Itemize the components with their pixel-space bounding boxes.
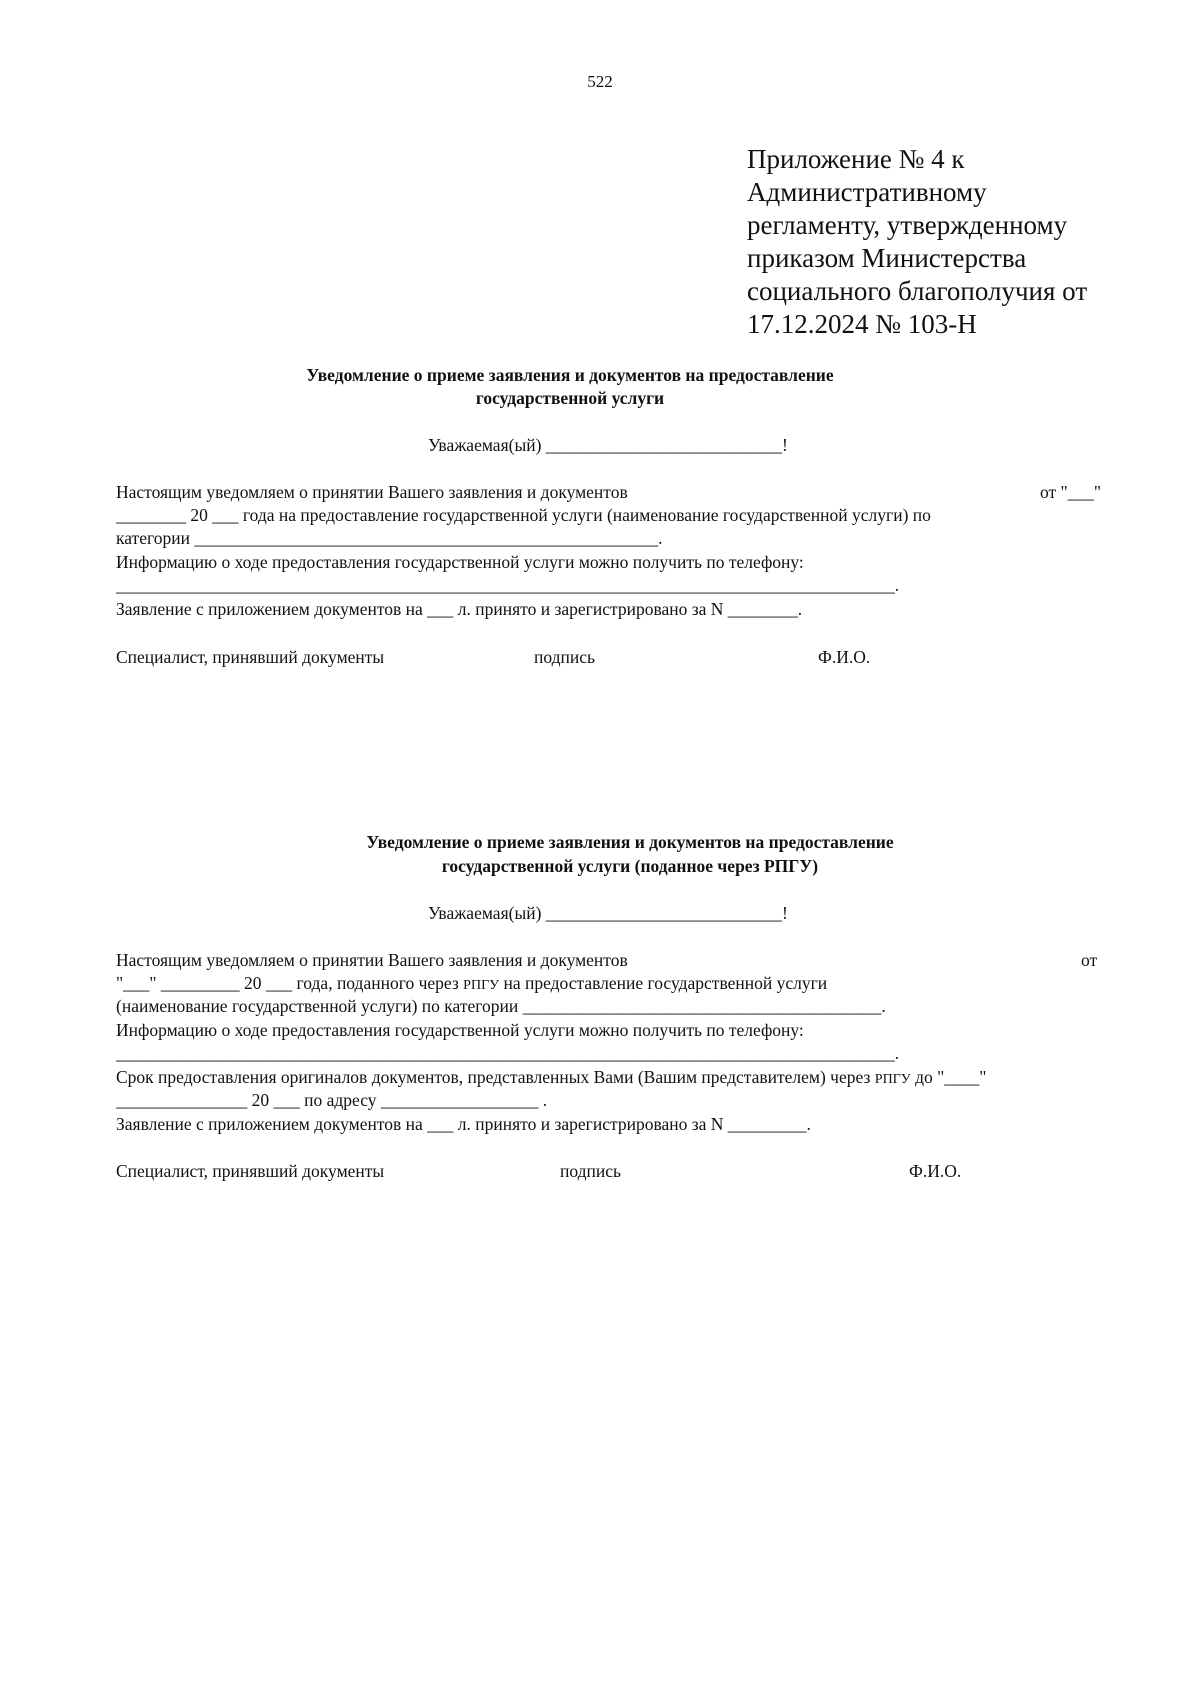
form1-line3: категории _____________________________________________________. bbox=[116, 528, 663, 548]
appendix-header bbox=[747, 143, 1087, 341]
appendix-line: социального благополучия от bbox=[747, 276, 1088, 306]
form1-sign-signature: подпись bbox=[534, 647, 595, 667]
form1-line1-left: Настоящим уведомляем о принятии Вашего заявления и документов bbox=[116, 482, 628, 502]
form2-line6-a: Срок предоставления оригиналов документов, представленных Вами (Вашим представителем) через bbox=[116, 1067, 875, 1087]
form2-line1-left: Настоящим уведомляем о принятии Вашего заявления и документов bbox=[116, 950, 628, 970]
form1-line5: _________________________________________________________________________________________. bbox=[116, 575, 900, 595]
form2-line6-rpgu: РПГУ bbox=[874, 1072, 911, 1087]
appendix-line: 17.12.2024 № 103-Н bbox=[747, 309, 977, 339]
appendix-line: Приложение № 4 к bbox=[747, 144, 965, 174]
form2-sign-specialist: Специалист, принявший документы bbox=[116, 1161, 385, 1181]
form2-line8: Заявление с приложением документов на ___ л. принято и зарегистрировано за N _________. bbox=[116, 1114, 811, 1134]
form1-line4: Информацию о ходе предоставления государственной услуги можно получить по телефону: bbox=[116, 552, 804, 572]
form2-sign-name: Ф.И.О. bbox=[909, 1161, 962, 1181]
form2-line6-b: до "____" bbox=[910, 1067, 987, 1087]
form2-line7: _______________ 20 ___ по адресу __________________ . bbox=[116, 1090, 548, 1110]
form1-title-line2: государственной услуги bbox=[475, 388, 665, 408]
appendix-line: приказом Министерства bbox=[747, 243, 1027, 273]
form2-line2 bbox=[116, 972, 827, 997]
form2-title-line1: Уведомление о приеме заявления и документов на предоставление bbox=[366, 832, 894, 852]
form2-line2-b: на предоставление государственной услуги bbox=[499, 973, 828, 993]
form1-title-line1: Уведомление о приеме заявления и документов на предоставление bbox=[306, 365, 834, 385]
form1-sign-specialist: Специалист, принявший документы bbox=[116, 647, 385, 667]
form2-greeting: Уважаемая(ый) ___________________________! bbox=[428, 903, 788, 923]
form1-line2: ________ 20 ___ года на предоставление государственной услуги (наименование государственной услуги) по bbox=[116, 505, 931, 525]
form2-line4: Информацию о ходе предоставления государственной услуги можно получить по телефону: bbox=[116, 1020, 804, 1040]
appendix-line: Административному bbox=[747, 177, 987, 207]
form2-line6 bbox=[116, 1066, 986, 1091]
form1-line6: Заявление с приложением документов на ___ л. принято и зарегистрировано за N ________. bbox=[116, 599, 803, 619]
form2-sign-signature: подпись bbox=[560, 1161, 621, 1181]
form1-sign-name: Ф.И.О. bbox=[818, 647, 871, 667]
page-number: 522 bbox=[587, 72, 613, 91]
form2-line2-a: "___" _________ 20 ___ года, поданного через bbox=[116, 973, 464, 993]
form2-line3: (наименование государственной услуги) по категории _________________________________________. bbox=[116, 996, 886, 1016]
appendix-line: регламенту, утвержденному bbox=[747, 210, 1068, 240]
form1-greeting: Уважаемая(ый) ___________________________! bbox=[428, 435, 788, 455]
form2-line1-right: от bbox=[1081, 950, 1098, 970]
form2-title-line2: государственной услуги (поданное через РПГУ) bbox=[441, 856, 819, 876]
form2-line2-rpgu: РПГУ bbox=[463, 978, 500, 993]
form2-line5: _________________________________________________________________________________________. bbox=[116, 1043, 900, 1063]
form1-line1-right: от "___" bbox=[1040, 482, 1102, 502]
